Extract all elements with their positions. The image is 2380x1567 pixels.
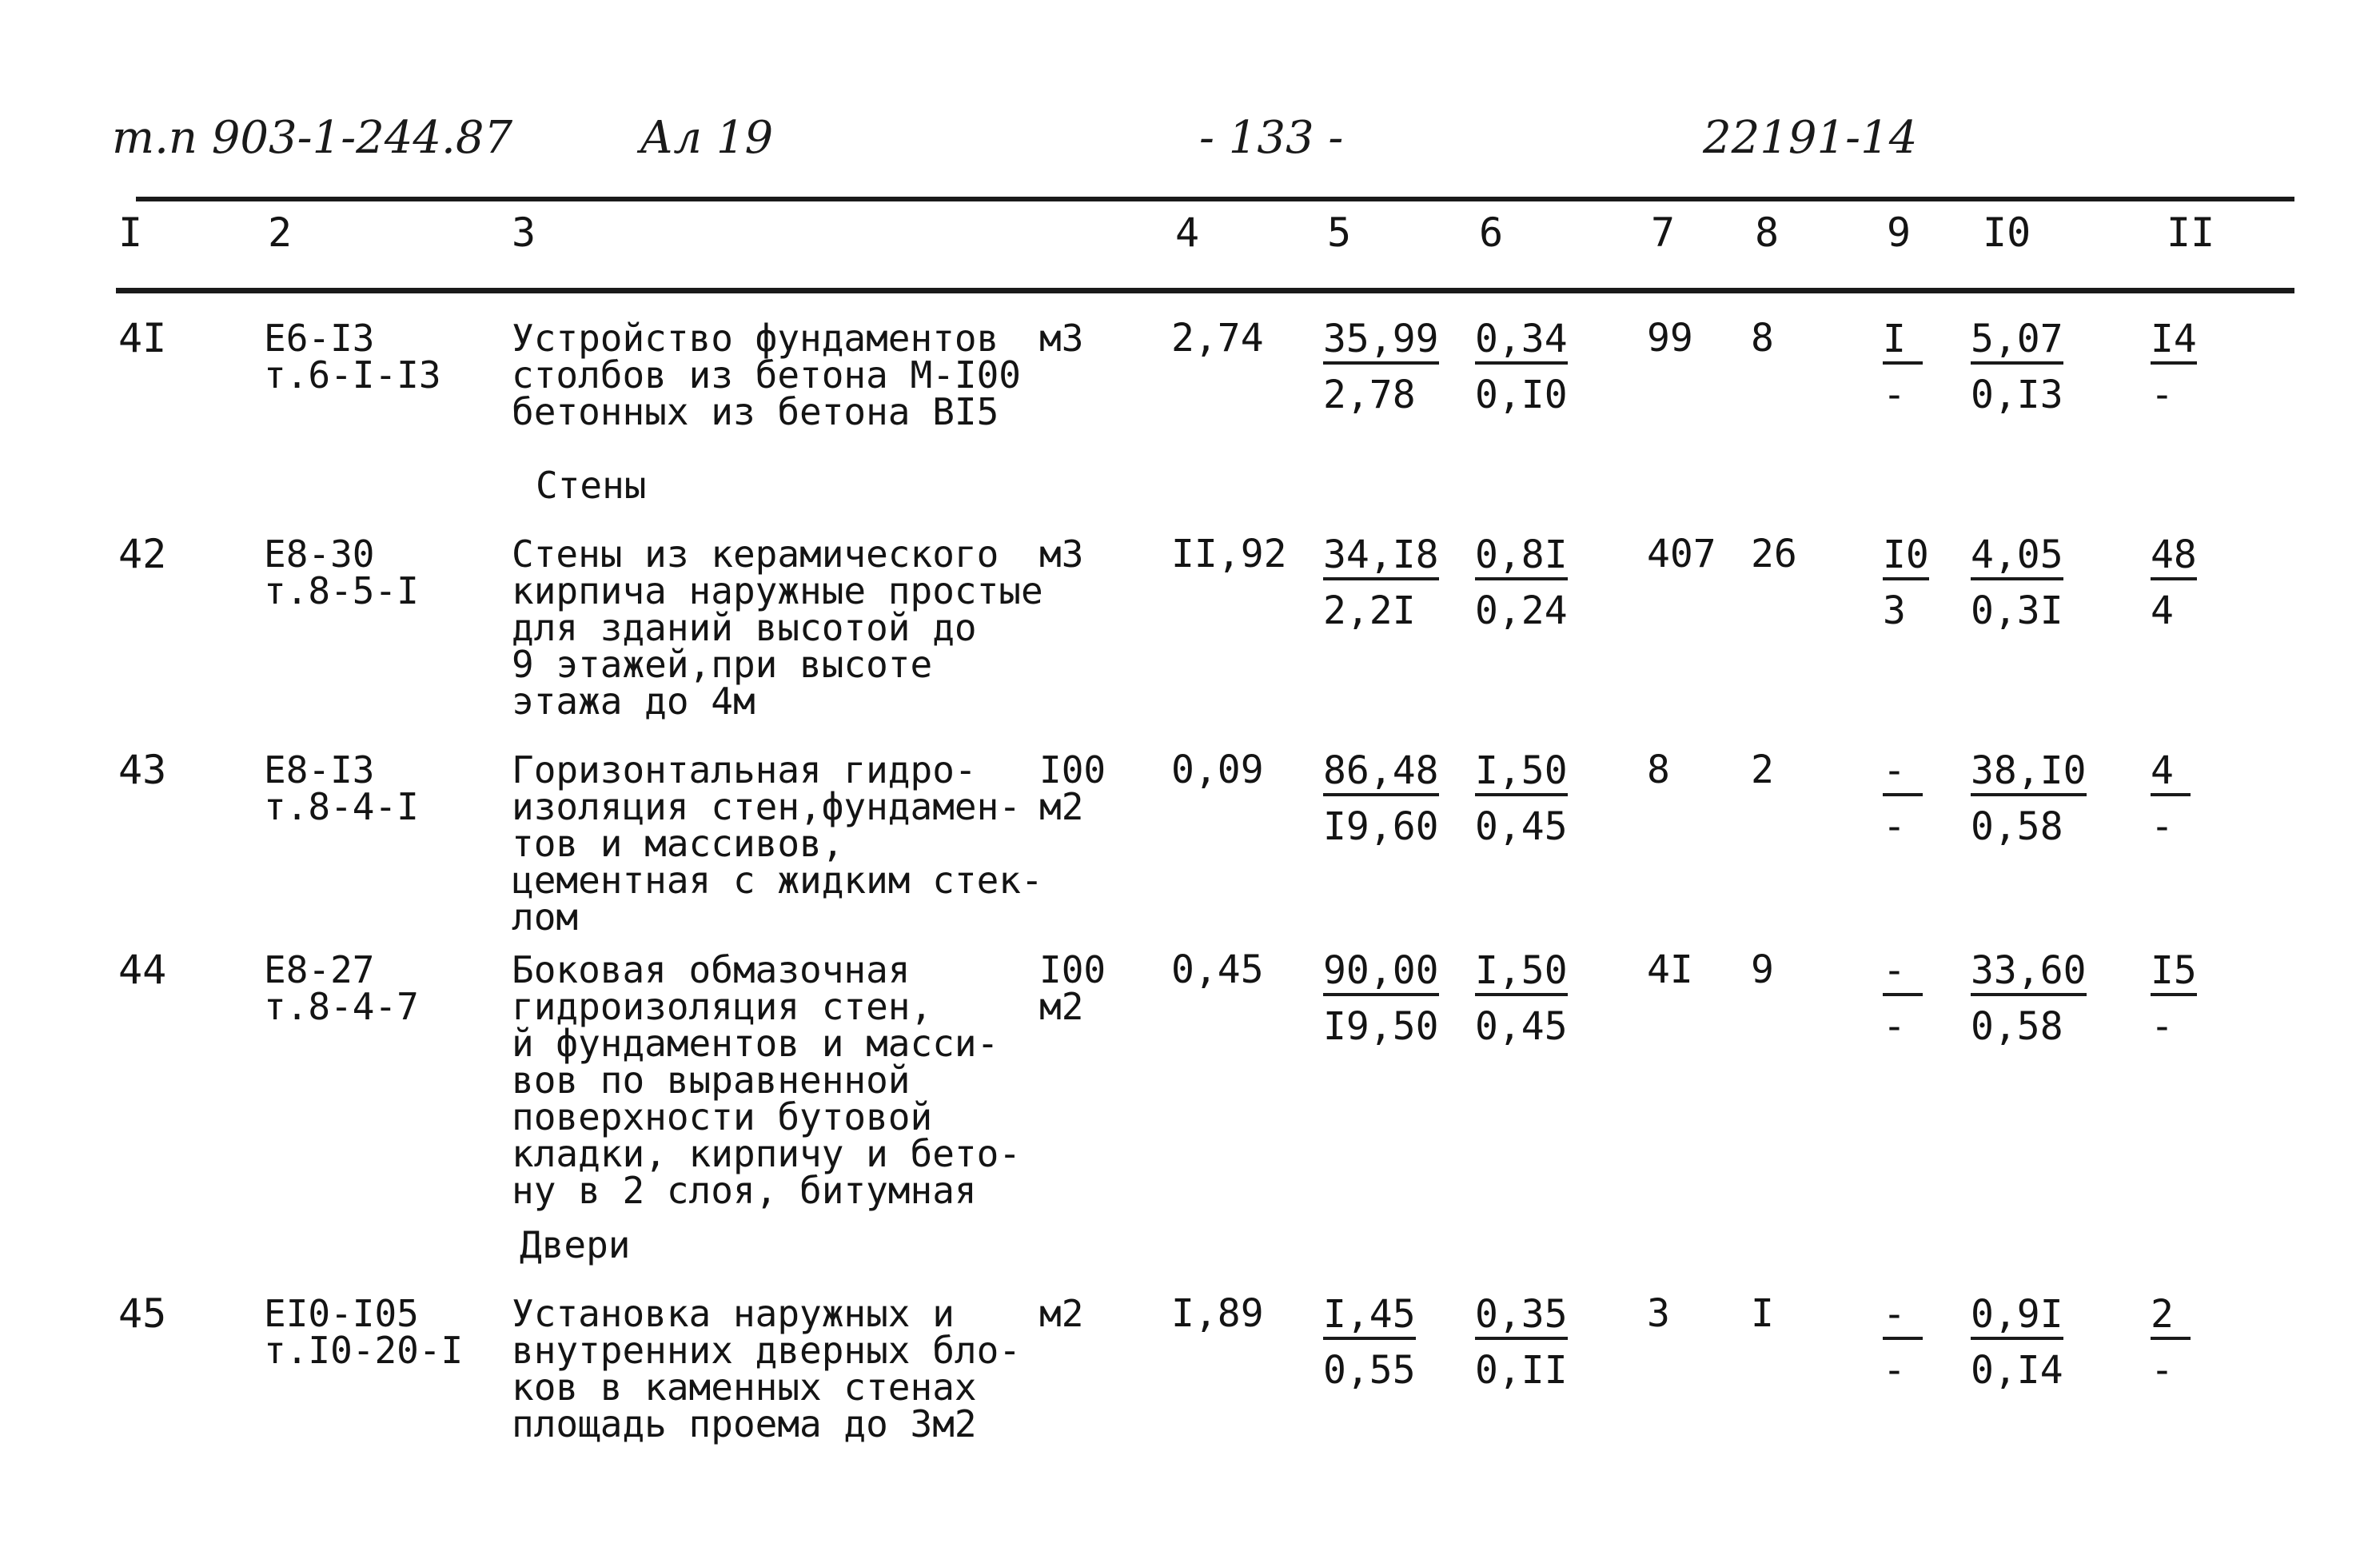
col-6-value-upper: 0,35	[1475, 1295, 1568, 1340]
work-description-line: гидроизоляция стен,	[512, 985, 933, 1028]
top-rule	[136, 197, 2294, 201]
col-head-5: 5	[1327, 209, 1352, 256]
col-8-value: 8	[1751, 316, 1774, 361]
unit-line: м2	[1039, 985, 1084, 1028]
work-description-line: Установка наружных и	[512, 1292, 955, 1335]
col-9-value	[1883, 748, 1923, 849]
work-description-line: й фундаментов и масси-	[512, 1022, 999, 1065]
col-10-value-upper: 5,07	[1971, 320, 2063, 365]
album-number: Ал 19	[640, 112, 774, 164]
work-description	[512, 317, 1021, 433]
work-description-line: 9 этажей,при высоте	[512, 643, 933, 686]
work-description	[512, 532, 1043, 723]
work-description-line: ну в 2 слоя, битумная	[512, 1169, 977, 1212]
unit-line: м3	[1039, 532, 1084, 576]
document-number: 22191-14	[1703, 112, 1918, 164]
work-description-line: бетонных из бетона ВI5	[512, 390, 999, 433]
norm-code	[264, 948, 419, 1028]
row-number: 45	[118, 1290, 167, 1337]
work-description-line: Стены из керамического	[512, 532, 999, 576]
norm-code-line: т.8-4-I	[264, 785, 419, 828]
col-6-value-upper: 0,34	[1475, 320, 1568, 365]
col-6-value-lower: 0,45	[1475, 804, 1568, 849]
col-10-value-lower: 0,I3	[1971, 373, 2063, 417]
col-11-value-upper: 4	[2151, 752, 2191, 796]
work-description-line: ков в каменных стенах	[512, 1366, 977, 1409]
col-6-value-lower: 0,I0	[1475, 373, 1568, 417]
work-description-line: изоляция стен,фундамен-	[512, 785, 1021, 828]
col-9-value-upper: -	[1883, 752, 1923, 796]
work-description-line: площадь проема до 3м2	[512, 1402, 977, 1445]
norm-code	[264, 748, 419, 828]
row-number: 43	[118, 747, 167, 793]
col-11-value	[2151, 948, 2197, 1049]
col-5-value-upper: I,45	[1323, 1295, 1416, 1340]
col-head-10: I0	[1983, 209, 2031, 256]
col-8-value: 9	[1751, 947, 1774, 992]
col-11-value-lower: 4	[2151, 588, 2174, 633]
col-7-value: 407	[1647, 532, 1716, 576]
col-9-value-upper: I	[1883, 320, 1923, 365]
col-10-value-upper: 4,05	[1971, 536, 2063, 580]
col-6-value	[1475, 948, 1568, 1049]
col-5-value-lower: 2,2I	[1323, 588, 1416, 633]
work-description-line: вов по выравненной	[512, 1059, 911, 1102]
col-8-value: I	[1751, 1291, 1774, 1336]
col-9-value	[1883, 317, 1923, 417]
norm-code-line: Е8-I3	[264, 748, 375, 791]
unit-of-measure	[1039, 532, 1084, 576]
col-7-value: 3	[1647, 1291, 1670, 1336]
col-11-value	[2151, 317, 2197, 417]
col-6-value	[1475, 1292, 1568, 1393]
work-description	[512, 748, 1043, 939]
quantity: 2,74	[1171, 316, 1264, 361]
col-11-value	[2151, 748, 2191, 849]
col-7-value: 4I	[1647, 947, 1693, 992]
row-number: 42	[118, 531, 167, 577]
unit-line: м2	[1039, 1292, 1084, 1335]
col-6-value	[1475, 748, 1568, 849]
col-5-value-upper: 90,00	[1323, 951, 1439, 996]
work-description-line: поверхности бутовой	[512, 1095, 933, 1138]
col-5-value	[1323, 317, 1439, 417]
col-6-value-lower: 0,24	[1475, 588, 1568, 633]
col-head-11: II	[2167, 209, 2215, 256]
col-5-value	[1323, 948, 1439, 1049]
col-10-value-upper: 0,9I	[1971, 1295, 2063, 1340]
col-9-value-lower: -	[1883, 1004, 1906, 1049]
col-6-value-lower: 0,45	[1475, 1004, 1568, 1049]
work-description-line: цементная с жидким стек-	[512, 859, 1043, 902]
row-number: 44	[118, 947, 167, 993]
col-10-value-lower: 0,3I	[1971, 588, 2063, 633]
col-9-value-lower: -	[1883, 1348, 1906, 1393]
unit-of-measure	[1039, 1292, 1084, 1335]
work-description-line: этажа до 4м	[512, 680, 755, 723]
col-11-value-upper: I4	[2151, 320, 2197, 365]
col-head-1: I	[118, 209, 143, 256]
col-6-value	[1475, 532, 1568, 633]
norm-code	[264, 317, 441, 397]
unit-of-measure	[1039, 317, 1084, 360]
col-10-value	[1971, 532, 2063, 633]
col-5-value	[1323, 532, 1439, 633]
norm-code	[264, 1292, 464, 1372]
col-8-value: 2	[1751, 748, 1774, 792]
col-5-value-upper: 35,99	[1323, 320, 1439, 365]
col-9-value-upper: I0	[1883, 536, 1929, 580]
col-5-value-lower: 0,55	[1323, 1348, 1416, 1393]
unit-line: м3	[1039, 317, 1084, 360]
norm-code-line: Е8-27	[264, 948, 375, 991]
header-rule	[116, 288, 2294, 293]
section-doors: Двери	[520, 1223, 631, 1266]
col-11-value-lower: -	[2151, 1004, 2174, 1049]
col-head-6: 6	[1479, 209, 1504, 256]
work-description-line: Горизонтальная гидро-	[512, 748, 977, 791]
row-number: 4I	[118, 315, 167, 361]
col-5-value-lower: I9,50	[1323, 1004, 1439, 1049]
col-head-2: 2	[268, 209, 293, 256]
unit-of-measure	[1039, 948, 1106, 1028]
work-description-line: кладки, кирпичу и бето-	[512, 1132, 1021, 1175]
col-11-value-lower: -	[2151, 373, 2174, 417]
col-7-value: 99	[1647, 316, 1693, 361]
col-9-value-lower: -	[1883, 804, 1906, 849]
col-head-3: 3	[512, 209, 536, 256]
unit-line: м2	[1039, 785, 1084, 828]
col-6-value-upper: I,50	[1475, 752, 1568, 796]
col-5-value-upper: 34,I8	[1323, 536, 1439, 580]
work-description-line: столбов из бетона М-I00	[512, 353, 1021, 397]
col-5-value-upper: 86,48	[1323, 752, 1439, 796]
col-10-value	[1971, 948, 2087, 1049]
page-number: - 133 -	[1199, 112, 1344, 164]
col-8-value: 26	[1751, 532, 1797, 576]
col-head-7: 7	[1651, 209, 1676, 256]
work-description-line: тов и массивов,	[512, 822, 844, 865]
col-9-value-upper: -	[1883, 951, 1923, 996]
col-10-value-lower: 0,58	[1971, 1004, 2063, 1049]
col-head-4: 4	[1175, 209, 1200, 256]
col-5-value-lower: I9,60	[1323, 804, 1439, 849]
unit-line: I00	[1039, 948, 1106, 991]
unit-line: I00	[1039, 748, 1106, 791]
work-description	[512, 1292, 1021, 1445]
col-head-8: 8	[1755, 209, 1780, 256]
norm-code	[264, 532, 419, 612]
col-6-value-upper: I,50	[1475, 951, 1568, 996]
col-11-value	[2151, 532, 2197, 633]
norm-code-line: т.I0-20-I	[264, 1329, 464, 1372]
col-10-value	[1971, 748, 2087, 849]
col-head-9: 9	[1887, 209, 1912, 256]
quantity: 0,45	[1171, 947, 1264, 992]
norm-code-line: Е8-30	[264, 532, 375, 576]
col-9-value	[1883, 1292, 1923, 1393]
col-9-value	[1883, 948, 1923, 1049]
project-code: т.п 903-1-244.87	[112, 112, 513, 164]
quantity: II,92	[1171, 532, 1287, 576]
col-9-value-upper: -	[1883, 1295, 1923, 1340]
col-5-value	[1323, 748, 1439, 849]
col-10-value	[1971, 1292, 2063, 1393]
work-description-line: Боковая обмазочная	[512, 948, 911, 991]
col-11-value	[2151, 1292, 2191, 1393]
work-description	[512, 948, 1021, 1212]
quantity: I,89	[1171, 1291, 1264, 1336]
norm-code-line: ЕI0-I05	[264, 1292, 419, 1335]
col-11-value-upper: 2	[2151, 1295, 2191, 1340]
work-description-line: кирпича наружные простые	[512, 569, 1043, 612]
col-6-value-upper: 0,8I	[1475, 536, 1568, 580]
col-10-value	[1971, 317, 2063, 417]
work-description-line: лом	[512, 895, 579, 939]
col-10-value-lower: 0,I4	[1971, 1348, 2063, 1393]
section-walls: Стены	[536, 464, 647, 507]
col-5-value	[1323, 1292, 1416, 1393]
col-7-value: 8	[1647, 748, 1670, 792]
col-10-value-upper: 33,60	[1971, 951, 2087, 996]
norm-code-line: т.8-5-I	[264, 569, 419, 612]
work-description-line: внутренних дверных бло-	[512, 1329, 1021, 1372]
col-5-value-lower: 2,78	[1323, 373, 1416, 417]
unit-of-measure	[1039, 748, 1106, 828]
col-9-value	[1883, 532, 1929, 633]
col-11-value-upper: 48	[2151, 536, 2197, 580]
norm-code-line: т.8-4-7	[264, 985, 419, 1028]
col-6-value-lower: 0,II	[1475, 1348, 1568, 1393]
col-10-value-upper: 38,I0	[1971, 752, 2087, 796]
norm-code-line: т.6-I-I3	[264, 353, 441, 397]
col-9-value-lower: 3	[1883, 588, 1906, 633]
norm-code-line: Е6-I3	[264, 317, 375, 360]
col-9-value-lower: -	[1883, 373, 1906, 417]
col-11-value-lower: -	[2151, 804, 2174, 849]
col-10-value-lower: 0,58	[1971, 804, 2063, 849]
quantity: 0,09	[1171, 748, 1264, 792]
col-11-value-lower: -	[2151, 1348, 2174, 1393]
work-description-line: для зданий высотой до	[512, 606, 977, 649]
col-11-value-upper: I5	[2151, 951, 2197, 996]
col-6-value	[1475, 317, 1568, 417]
work-description-line: Устройство фундаментов	[512, 317, 999, 360]
